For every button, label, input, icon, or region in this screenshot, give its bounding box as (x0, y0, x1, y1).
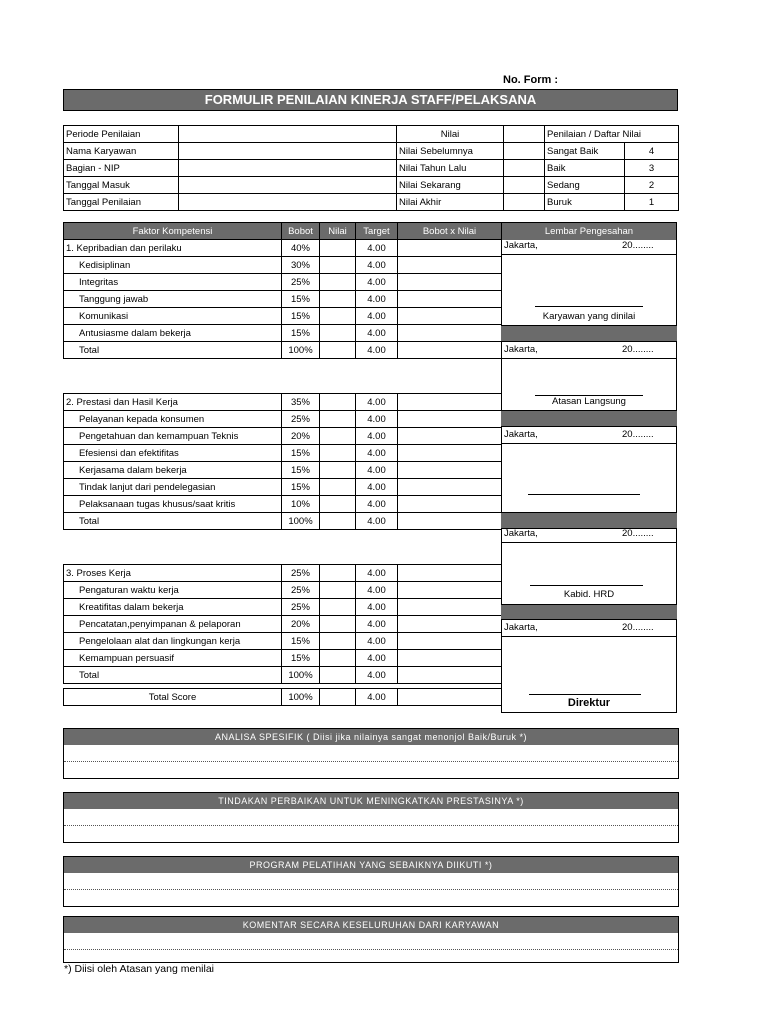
program-line-2[interactable] (64, 890, 678, 906)
signature-separator-band (501, 604, 677, 620)
faktor-name: Komunikasi (64, 308, 282, 325)
faktor-name: Kerjasama dalam bekerja (64, 462, 282, 479)
nilai-input[interactable] (320, 291, 356, 308)
info-value-field[interactable] (179, 126, 397, 143)
nilai-input[interactable] (320, 257, 356, 274)
bobot-value: 15% (282, 445, 320, 462)
spacer-row (64, 359, 502, 394)
total-score-row (64, 689, 502, 706)
signature-divider (501, 358, 677, 359)
signature-separator-band (501, 325, 677, 342)
target-value: 4.00 (356, 616, 398, 633)
target-value: 4.00 (356, 582, 398, 599)
nilai-input[interactable] (320, 325, 356, 342)
bobot-value: 25% (282, 599, 320, 616)
nilai-input[interactable] (320, 667, 356, 684)
section-title: 2. Prestasi dan Hasil Kerja (64, 394, 282, 411)
scale-label: Baik (545, 160, 625, 177)
bobot-x-nilai-field[interactable] (398, 650, 502, 667)
faktor-name: Efesiensi dan efektifitas (64, 445, 282, 462)
table-row (64, 308, 502, 325)
table-row (64, 291, 502, 308)
nilai-value-field[interactable] (504, 143, 545, 160)
bobot-value: 15% (282, 479, 320, 496)
signature-date: 20........ (622, 344, 654, 355)
info-value-field[interactable] (179, 177, 397, 194)
bobot-value: 15% (282, 325, 320, 342)
table-row (64, 257, 502, 274)
nilai-value-field[interactable] (504, 126, 545, 143)
target-value: 4.00 (356, 650, 398, 667)
signature-divider (501, 636, 677, 637)
section-title: 1. Kepribadian dan perilaku (64, 240, 282, 257)
tindakan-section (63, 792, 679, 843)
signature-line[interactable] (528, 494, 640, 495)
signature-place: Jakarta, (504, 622, 538, 633)
faktor-name: Pelaksanaan tugas khusus/saat kritis (64, 496, 282, 513)
bobot-value: 100% (282, 342, 320, 359)
bobot-x-nilai-field[interactable] (398, 667, 502, 684)
target-value: 4.00 (356, 462, 398, 479)
target-value: 4.00 (356, 411, 398, 428)
form-number-label: No. Form : (503, 74, 558, 86)
faktor-name: Integritas (64, 274, 282, 291)
target-value: 4.00 (356, 667, 398, 684)
target-value: 4.00 (356, 257, 398, 274)
info-row (64, 160, 679, 177)
bobot-x-nilai-field[interactable] (398, 257, 502, 274)
bobot-x-nilai-field[interactable] (398, 308, 502, 325)
tindakan-line-1[interactable] (64, 809, 678, 826)
target-value: 4.00 (356, 274, 398, 291)
info-row (64, 143, 679, 160)
faktor-name: Total (64, 342, 282, 359)
header-bobot-x-nilai: Bobot x Nilai (398, 223, 502, 240)
info-row (64, 177, 679, 194)
nilai-input[interactable] (320, 633, 356, 650)
faktor-name: Pelayanan kepada konsumen (64, 411, 282, 428)
total-row (64, 342, 502, 359)
table-row (64, 479, 502, 496)
table-row (64, 582, 502, 599)
bobot-value: 30% (282, 257, 320, 274)
section-target: 4.00 (356, 240, 398, 257)
komentar-line-2[interactable] (64, 950, 678, 962)
nilai-input[interactable] (320, 616, 356, 633)
faktor-name: Antusiasme dalam bekerja (64, 325, 282, 342)
spacer (64, 359, 502, 394)
tindakan-header: TINDAKAN PERBAIKAN UNTUK MENINGKATKAN PRESTASINYA *) (64, 793, 678, 809)
table-row (64, 616, 502, 633)
nilai-input[interactable] (320, 462, 356, 479)
info-label: Nama Karyawan (64, 143, 179, 160)
table-row (64, 274, 502, 291)
header-nilai: Nilai (320, 223, 356, 240)
bobot-x-nilai-field[interactable] (398, 479, 502, 496)
section-title-row (64, 240, 502, 257)
bobot-value: 15% (282, 291, 320, 308)
lembar-pengesahan (501, 222, 677, 713)
bobot-x-nilai-field[interactable] (398, 394, 502, 411)
nilai-input[interactable] (320, 565, 356, 582)
bobot-x-nilai-field[interactable] (398, 428, 502, 445)
total-row (64, 667, 502, 684)
info-row (64, 194, 679, 211)
section-bobot: 25% (282, 565, 320, 582)
bobot-x-nilai-field[interactable] (398, 689, 502, 706)
tindakan-line-2[interactable] (64, 826, 678, 842)
faktor-name: Pengetahuan dan kemampuan Teknis (64, 428, 282, 445)
target-value: 4.00 (356, 308, 398, 325)
section-title: 3. Proses Kerja (64, 565, 282, 582)
signature-role-karyawan: Karyawan yang dinilai (542, 311, 636, 322)
faktor-name: Pengaturan waktu kerja (64, 582, 282, 599)
section-title-row (64, 565, 502, 582)
section-target: 4.00 (356, 394, 398, 411)
nilai-input[interactable] (320, 479, 356, 496)
signature-role-direktur: Direktur (567, 697, 611, 709)
section-bobot: 35% (282, 394, 320, 411)
nilai-label: Nilai Sekarang (397, 177, 504, 194)
signature-line[interactable] (530, 585, 643, 586)
target-value: 4.00 (356, 342, 398, 359)
bobot-x-nilai-field[interactable] (398, 582, 502, 599)
header-bobot: Bobot (282, 223, 320, 240)
komentar-line-1[interactable] (64, 933, 678, 950)
table-row (64, 599, 502, 616)
table-row (64, 411, 502, 428)
table-row (64, 325, 502, 342)
table-row (64, 633, 502, 650)
scale-value: 3 (625, 160, 679, 177)
nilai-input[interactable] (320, 496, 356, 513)
nilai-input[interactable] (320, 342, 356, 359)
scale-label: Penilaian / Daftar Nilai (545, 126, 679, 143)
bobot-value: 15% (282, 650, 320, 667)
nilai-value-field[interactable] (504, 160, 545, 177)
section-title-row (64, 394, 502, 411)
analisa-line-2[interactable] (64, 762, 678, 778)
nilai-input[interactable] (320, 599, 356, 616)
signature-date: 20........ (622, 240, 654, 251)
nilai-input[interactable] (320, 689, 356, 706)
scale-value: 4 (625, 143, 679, 160)
nilai-label: Nilai Tahun Lalu (397, 160, 504, 177)
scale-label: Sedang (545, 177, 625, 194)
info-label: Tanggal Penilaian (64, 194, 179, 211)
signature-place: Jakarta, (504, 344, 538, 355)
scale-label: Sangat Baik (545, 143, 625, 160)
faktor-name: Kedisiplinan (64, 257, 282, 274)
bobot-x-nilai-field[interactable] (398, 633, 502, 650)
bobot-x-nilai-field[interactable] (398, 599, 502, 616)
target-value: 4.00 (356, 599, 398, 616)
bobot-x-nilai-field[interactable] (398, 240, 502, 257)
bobot-value: 20% (282, 428, 320, 445)
signature-place: Jakarta, (504, 528, 538, 539)
bobot-x-nilai-field[interactable] (398, 445, 502, 462)
nilai-input[interactable] (320, 428, 356, 445)
signature-separator-band (501, 512, 677, 529)
scale-value: 1 (625, 194, 679, 211)
target-value: 4.00 (356, 445, 398, 462)
footnote: *) Diisi oleh Atasan yang menilai (64, 963, 214, 975)
signature-date: 20........ (622, 528, 654, 539)
analisa-line-1[interactable] (64, 745, 678, 762)
faktor-name: Kemampuan persuasif (64, 650, 282, 667)
scale-value: 2 (625, 177, 679, 194)
bobot-value: 10% (282, 496, 320, 513)
target-value: 4.00 (356, 633, 398, 650)
form-title: FORMULIR PENILAIAN KINERJA STAFF/PELAKSANA (63, 89, 678, 111)
nilai-input[interactable] (320, 274, 356, 291)
info-value-field[interactable] (179, 160, 397, 177)
bobot-value: 100% (282, 689, 320, 706)
bobot-x-nilai-field[interactable] (398, 513, 502, 530)
nilai-label: Nilai Akhir (397, 194, 504, 211)
header-faktor: Faktor Kompetensi (64, 223, 282, 240)
faktor-name: Pengelolaan alat dan lingkungan kerja (64, 633, 282, 650)
info-row (64, 126, 679, 143)
table-header-row (64, 223, 502, 240)
spacer (64, 530, 502, 565)
bobot-value: 100% (282, 513, 320, 530)
section-bobot: 40% (282, 240, 320, 257)
nilai-value-field[interactable] (504, 177, 545, 194)
total-row (64, 513, 502, 530)
signature-separator-band (501, 410, 677, 427)
target-value: 4.00 (356, 496, 398, 513)
program-header: PROGRAM PELATIHAN YANG SEBAIKNYA DIIKUTI *) (64, 857, 678, 873)
analisa-header: ANALISA SPESIFIK ( Diisi jika nilainya sangat menonjol Baik/Buruk *) (64, 729, 678, 745)
program-line-1[interactable] (64, 873, 678, 890)
nilai-value-field[interactable] (504, 194, 545, 211)
target-value: 4.00 (356, 479, 398, 496)
spacer-row (64, 530, 502, 565)
nilai-input[interactable] (320, 308, 356, 325)
nilai-input[interactable] (320, 240, 356, 257)
bobot-x-nilai-field[interactable] (398, 342, 502, 359)
info-value-field[interactable] (179, 194, 397, 211)
nilai-input[interactable] (320, 650, 356, 667)
nilai-input[interactable] (320, 394, 356, 411)
signature-line[interactable] (535, 306, 643, 307)
table-row (64, 462, 502, 479)
komentar-section (63, 916, 679, 963)
target-value: 4.00 (356, 689, 398, 706)
section-target: 4.00 (356, 565, 398, 582)
table-row (64, 650, 502, 667)
bobot-x-nilai-field[interactable] (398, 565, 502, 582)
signature-line[interactable] (529, 694, 641, 695)
competency-table (63, 222, 502, 706)
bobot-x-nilai-field[interactable] (398, 462, 502, 479)
nilai-input[interactable] (320, 411, 356, 428)
info-table (63, 125, 679, 211)
target-value: 4.00 (356, 325, 398, 342)
bobot-x-nilai-field[interactable] (398, 616, 502, 633)
signature-divider (501, 254, 677, 255)
bobot-x-nilai-field[interactable] (398, 496, 502, 513)
table-row (64, 428, 502, 445)
scale-label: Buruk (545, 194, 625, 211)
lembar-pengesahan-header: Lembar Pengesahan (502, 223, 676, 240)
analisa-section (63, 728, 679, 779)
info-label: Tanggal Masuk (64, 177, 179, 194)
signature-place: Jakarta, (504, 429, 538, 440)
target-value: 4.00 (356, 291, 398, 308)
bobot-x-nilai-field[interactable] (398, 274, 502, 291)
info-label: Bagian - NIP (64, 160, 179, 177)
faktor-name: Tanggung jawab (64, 291, 282, 308)
bobot-x-nilai-field[interactable] (398, 411, 502, 428)
header-target: Target (356, 223, 398, 240)
bobot-value: 100% (282, 667, 320, 684)
table-row (64, 496, 502, 513)
faktor-name: Tindak lanjut dari pendelegasian (64, 479, 282, 496)
bobot-value: 25% (282, 411, 320, 428)
bobot-value: 20% (282, 616, 320, 633)
faktor-name: Pencatatan,penyimpanan & pelaporan (64, 616, 282, 633)
faktor-name: Total (64, 667, 282, 684)
bobot-value: 25% (282, 274, 320, 291)
signature-date: 20........ (622, 622, 654, 633)
faktor-name: Kreatifitas dalam bekerja (64, 599, 282, 616)
table-row (64, 445, 502, 462)
bobot-x-nilai-field[interactable] (398, 291, 502, 308)
nilai-input[interactable] (320, 513, 356, 530)
info-value-field[interactable] (179, 143, 397, 160)
bobot-value: 25% (282, 582, 320, 599)
faktor-name: Total (64, 513, 282, 530)
bobot-x-nilai-field[interactable] (398, 325, 502, 342)
nilai-label: Nilai Sebelumnya (397, 143, 504, 160)
komentar-header: KOMENTAR SECARA KESELURUHAN DARI KARYAWAN (64, 917, 678, 933)
bobot-value: 15% (282, 633, 320, 650)
signature-date: 20........ (622, 429, 654, 440)
bobot-value: 15% (282, 462, 320, 479)
faktor-name: Total Score (64, 689, 282, 706)
nilai-label: Nilai (397, 126, 504, 143)
signature-place: Jakarta, (504, 240, 538, 251)
nilai-input[interactable] (320, 582, 356, 599)
signature-role-atasan: Atasan Langsung (552, 396, 626, 407)
signature-divider (501, 443, 677, 444)
signature-role-kabid: Kabid. HRD (563, 589, 615, 600)
nilai-input[interactable] (320, 445, 356, 462)
target-value: 4.00 (356, 513, 398, 530)
bobot-value: 15% (282, 308, 320, 325)
info-label: Periode Penilaian (64, 126, 179, 143)
program-section (63, 856, 679, 907)
target-value: 4.00 (356, 428, 398, 445)
signature-divider (501, 542, 677, 543)
